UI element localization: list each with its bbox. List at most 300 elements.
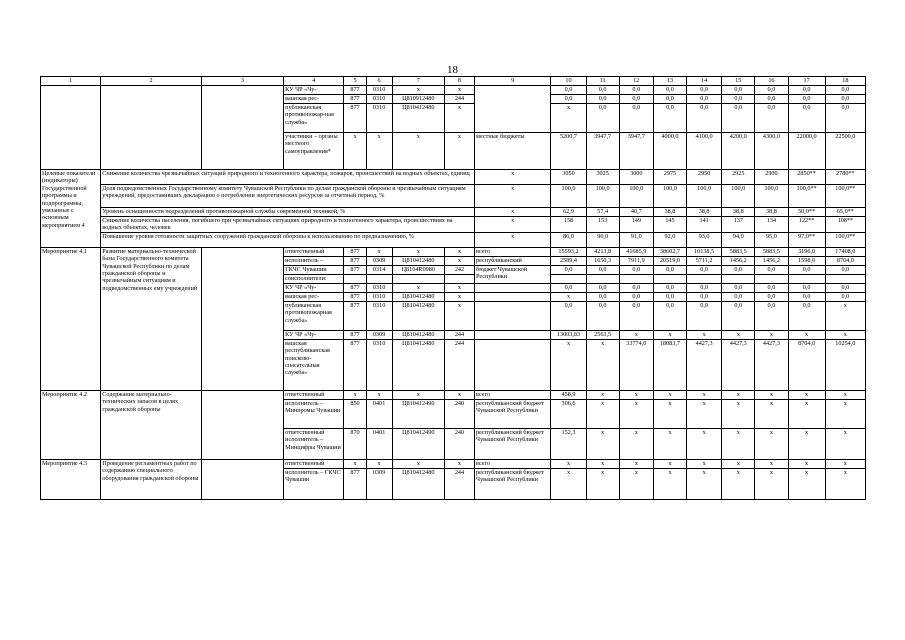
cell-value: 62,9: [551, 208, 586, 217]
indicator-text: Повышение уровня готовности защитных сооружений гражданской обороны к использованию по предназначению, %: [101, 232, 475, 247]
cell-value: [586, 274, 619, 283]
cell-value: 0,0: [619, 301, 653, 330]
cell-executor: исполнитель – Минпромы Чувашии: [284, 399, 344, 428]
cell-value: 22000,0: [788, 133, 825, 170]
cell-executor: вашская рес-: [284, 95, 344, 104]
measure-name: Содержание материально-технических запасов в целях гражданской обороны: [101, 390, 201, 459]
cell-target-article: Ц810412480: [392, 292, 444, 301]
cell-value: x: [586, 428, 619, 459]
cell-value: 2950: [687, 170, 722, 185]
cell-value: x: [687, 459, 722, 468]
column-number: 8: [444, 77, 474, 86]
cell-value: 4427,3: [722, 339, 755, 390]
cell-section: 0310: [366, 95, 392, 104]
cell-value: 0,0: [551, 86, 586, 95]
cell-value: 145: [653, 217, 686, 233]
cell-target-article: [392, 274, 444, 283]
cell-value: 0,0: [755, 265, 788, 274]
cell-section: 0314: [366, 265, 392, 274]
cell-target-article: x: [392, 247, 444, 256]
cell-value: 4300,0: [755, 133, 788, 170]
cell-value: 0,0: [653, 301, 686, 330]
cell-value: 100,0**: [825, 185, 865, 208]
cell-value: 3000: [619, 170, 653, 185]
cell-value: 0,0: [586, 283, 619, 292]
cell-value: 0,0: [619, 86, 653, 95]
cell-value: x: [653, 459, 686, 468]
cell-executor: КУ ЧР «Чу-: [284, 330, 344, 339]
indicator-text: Уровень оснащенности подразделений противопожарной службы современной техникой, %: [101, 208, 475, 217]
cell-value: 458,9: [551, 390, 586, 399]
cell-value: 10138,5: [687, 247, 722, 256]
cell-value: 4427,3: [755, 339, 788, 390]
cell-value: 3947,7: [619, 133, 653, 170]
cell-value: 0,0: [825, 95, 865, 104]
cell-value: 0,0: [551, 301, 586, 330]
cell-value: x: [653, 330, 686, 339]
cell-value: 0,0: [687, 265, 722, 274]
cell-target-article: Ц810412490: [392, 399, 444, 428]
cell-value: 0,0: [687, 283, 722, 292]
cell-source: всего: [475, 459, 551, 468]
cell-source: [475, 339, 551, 390]
indicators-label: Целевые показатели (индикаторы) Государственной программы и подпрограммы, увязанные с основным мероприятием 4: [41, 170, 101, 248]
cell-value: 94,0: [722, 232, 755, 247]
cell-value: x: [788, 468, 825, 499]
cell-value: 306,6: [551, 399, 586, 428]
cell-section: 0401: [366, 428, 392, 459]
indicator-text: Снижение количества чрезвычайных ситуаций природного и техногенного характера, пожаров, происшествий на водных объектах, единиц: [101, 170, 475, 185]
cell-value: x: [551, 459, 586, 468]
cell-target-article: Ц810412480: [392, 330, 444, 339]
cell-ministry: 877: [344, 283, 366, 292]
cell-value: 0,0: [653, 283, 686, 292]
cell-value: x: [653, 390, 686, 399]
cell-ministry: 877: [344, 104, 366, 133]
cell-value: x: [825, 399, 865, 428]
cell-value: 0,0: [788, 86, 825, 95]
cell-value: 5883,5: [755, 247, 788, 256]
cell-value: 86,0: [551, 232, 586, 247]
cell-value: 0,0: [586, 301, 619, 330]
cell-value: 0,0: [586, 265, 619, 274]
cell-source: [475, 330, 551, 339]
column-number: 18: [825, 77, 865, 86]
cell-value: 0,0: [619, 292, 653, 301]
cell-value: 4100,0: [687, 133, 722, 170]
cell-expense-group: 240: [444, 428, 474, 459]
cell-value: [755, 274, 788, 283]
cell-value: x: [722, 459, 755, 468]
cell-expense-group: x: [444, 390, 474, 399]
cell-value: 2900: [755, 170, 788, 185]
cell-value: x: [653, 468, 686, 499]
cell-expense-group: 244: [444, 339, 474, 390]
cell-value: 13003,83: [551, 330, 586, 339]
cell-value: 2850**: [788, 170, 825, 185]
cell-value: 0,0: [755, 283, 788, 292]
cell-value: 7911,9: [619, 256, 653, 265]
cell-value: 0,0: [825, 265, 865, 274]
cell-value: 108**: [825, 217, 865, 233]
cell-executor: исполнитель – ГКЧС Чувашии: [284, 468, 344, 499]
cell-value: 0,0: [653, 265, 686, 274]
cell-empty: [41, 86, 101, 170]
cell-value: 4213,8: [586, 247, 619, 256]
cell-value: 0,0: [722, 301, 755, 330]
cell-target-article: x: [392, 390, 444, 399]
cell-expense-group: 244: [444, 468, 474, 499]
cell-target-article: Ц810412480: [392, 301, 444, 330]
cell-ministry: x: [344, 133, 366, 170]
cell-empty: [201, 390, 283, 459]
column-number: 1: [41, 77, 101, 86]
cell-value: 0,0: [619, 104, 653, 133]
cell-value: x: [722, 399, 755, 428]
cell-ministry: 877: [344, 330, 366, 339]
column-number: 11: [586, 77, 619, 86]
cell-value: 38,8: [653, 208, 686, 217]
cell-value: 40,7: [619, 208, 653, 217]
cell-value: [825, 274, 865, 283]
cell-value: 2975: [653, 170, 686, 185]
cell-value: x: [653, 428, 686, 459]
cell-value: 137: [722, 217, 755, 233]
cell-executor: ответственный: [284, 459, 344, 468]
cell-empty: [101, 86, 201, 170]
cell-value: 0,0: [788, 283, 825, 292]
cell-expense-group: [444, 274, 474, 283]
column-number: 16: [755, 77, 788, 86]
cell-value: 0,0: [755, 95, 788, 104]
cell-value: x: [619, 428, 653, 459]
cell-section: 0310: [366, 292, 392, 301]
cell-value: 90,0: [586, 232, 619, 247]
cell-section: x: [366, 247, 392, 256]
cell-section: x: [366, 390, 392, 399]
cell-ministry: x: [344, 390, 366, 399]
cell-source: республиканский бюджет Чувашской Республики: [475, 428, 551, 459]
cell-value: 1650,3: [586, 256, 619, 265]
cell-source: x: [475, 217, 551, 233]
cell-value: 18083,7: [653, 339, 686, 390]
cell-target-article: Ц810412480: [392, 339, 444, 390]
cell-value: 0,0: [586, 86, 619, 95]
cell-value: 15593,2: [551, 247, 586, 256]
cell-value: 50,0**: [788, 208, 825, 217]
cell-value: x: [586, 399, 619, 428]
cell-value: 0,0: [653, 292, 686, 301]
cell-ministry: 877: [344, 468, 366, 499]
cell-expense-group: x: [444, 104, 474, 133]
cell-value: 0,0: [551, 265, 586, 274]
cell-value: x: [788, 399, 825, 428]
cell-expense-group: x: [444, 301, 474, 330]
cell-value: 122**: [788, 217, 825, 233]
cell-value: x: [722, 330, 755, 339]
cell-executor: исполнитель –: [284, 256, 344, 265]
cell-value: 0,0: [755, 86, 788, 95]
cell-value: 0,0: [722, 265, 755, 274]
cell-value: 2589,4: [551, 256, 586, 265]
column-number: 13: [653, 77, 686, 86]
cell-value: x: [755, 330, 788, 339]
cell-value: [653, 274, 686, 283]
cell-value: 0,0: [755, 104, 788, 133]
cell-value: 0,0: [586, 104, 619, 133]
cell-value: 0,0: [722, 292, 755, 301]
cell-expense-group: 242: [444, 265, 474, 274]
cell-expense-group: x: [444, 86, 474, 95]
cell-section: 0310: [366, 104, 392, 133]
cell-executor: КУ ЧР «Чу-: [284, 86, 344, 95]
cell-source: x: [475, 232, 551, 247]
column-number: 5: [344, 77, 366, 86]
cell-value: x: [722, 390, 755, 399]
cell-value: x: [722, 428, 755, 459]
cell-source: местные бюджеты: [475, 133, 551, 170]
cell-source: [475, 301, 551, 330]
cell-executor: вашская рес-: [284, 292, 344, 301]
cell-value: 8704,0: [788, 339, 825, 390]
cell-value: 100,0**: [825, 232, 865, 247]
cell-value: [722, 274, 755, 283]
cell-value: 153: [586, 217, 619, 233]
cell-source: [475, 86, 551, 133]
cell-ministry: 877: [344, 95, 366, 104]
cell-value: x: [619, 468, 653, 499]
measure-id: Мероприятие 4.2: [41, 390, 101, 459]
cell-value: 3196,0: [788, 247, 825, 256]
cell-executor: публиканская противопожарная служба»: [284, 301, 344, 330]
cell-section: x: [366, 459, 392, 468]
cell-value: x: [551, 339, 586, 390]
column-number: 6: [366, 77, 392, 86]
cell-value: 4427,3: [687, 339, 722, 390]
cell-expense-group: 244: [444, 95, 474, 104]
cell-ministry: 877: [344, 256, 366, 265]
cell-value: 1456,2: [722, 256, 755, 265]
cell-value: 3050: [551, 170, 586, 185]
cell-ministry: 877: [344, 265, 366, 274]
cell-source: республиканский бюджет Чувашской Республики: [475, 468, 551, 499]
cell-value: 158: [551, 217, 586, 233]
cell-value: 0,0: [788, 104, 825, 133]
cell-value: x: [755, 390, 788, 399]
cell-value: 0,0: [788, 292, 825, 301]
cell-source: [475, 292, 551, 301]
cell-source: x: [475, 185, 551, 208]
cell-value: 5883,5: [722, 247, 755, 256]
measure-row: [41, 459, 866, 468]
cell-value: 0,0: [586, 95, 619, 104]
cell-section: 0310: [366, 339, 392, 390]
cell-source: бюджет Чувашской Республики: [475, 265, 551, 283]
cell-value: 0,0: [586, 292, 619, 301]
cell-value: x: [551, 292, 586, 301]
measure-row: [41, 390, 866, 399]
measure-row: [41, 247, 866, 256]
indicator-text: Доля подведомственных Государственному комитету Чувашской Республики по делам гражданской обороны и чрезвычайным ситуациям учреждений, предоставивших декларацию о потреблении энергетических ресурсов за отчетный период, %: [101, 185, 475, 208]
cell-executor: ГКЧС Чувашии: [284, 265, 344, 274]
cell-ministry: x: [344, 459, 366, 468]
cell-value: 0,0: [722, 95, 755, 104]
cell-executor: вашская республиканская поисково-спасательная служба»: [284, 339, 344, 390]
cell-ministry: 877: [344, 301, 366, 330]
cell-value: 38,8: [687, 208, 722, 217]
measure-id: Мероприятие 4.3: [41, 459, 101, 499]
cell-value: x: [825, 330, 865, 339]
cell-empty: [201, 459, 283, 499]
column-number: 14: [687, 77, 722, 86]
cell-value: 0,0: [653, 104, 686, 133]
cell-source: республиканский: [475, 256, 551, 265]
cell-value: [687, 274, 722, 283]
cell-value: 41685,9: [619, 247, 653, 256]
cell-ministry: 877: [344, 86, 366, 95]
cell-value: 20519,0: [653, 256, 686, 265]
cell-expense-group: x: [444, 247, 474, 256]
cell-ministry: 877: [344, 339, 366, 390]
cell-value: 0,0: [551, 283, 586, 292]
cell-value: 4200,0: [722, 133, 755, 170]
measure-name: Развитие материально-технической базы Государственного комитета Чувашской Республики по делам гражданской обороны и чрезвычайным ситуациям и подведомственных ему учреждений: [101, 247, 201, 390]
cell-value: x: [825, 468, 865, 499]
cell-value: 0,0: [788, 95, 825, 104]
cell-source: x: [475, 170, 551, 185]
cell-source: [475, 283, 551, 292]
cell-value: 0,0: [653, 95, 686, 104]
cell-expense-group: x: [444, 292, 474, 301]
cell-value: x: [755, 459, 788, 468]
cell-value: 65,0**: [825, 208, 865, 217]
cell-value: 0,0: [788, 301, 825, 330]
cell-value: 0,0: [825, 283, 865, 292]
column-number: 4: [284, 77, 344, 86]
cell-target-article: x: [392, 459, 444, 468]
cell-value: 33774,0: [619, 339, 653, 390]
cell-value: 0,0: [687, 104, 722, 133]
cell-value: 0,0: [687, 95, 722, 104]
cell-value: 3025: [586, 170, 619, 185]
cell-section: 0309: [366, 330, 392, 339]
cell-value: x: [825, 301, 865, 330]
indicator-row: [41, 232, 866, 247]
cell-source: республиканский бюджет Чувашской Республики: [475, 399, 551, 428]
cell-value: 4000,0: [653, 133, 686, 170]
column-number: 3: [201, 77, 283, 86]
cell-ministry: 870: [344, 428, 366, 459]
column-number: 12: [619, 77, 653, 86]
cell-target-article: x: [392, 86, 444, 95]
cell-value: 93,0: [687, 232, 722, 247]
cell-value: 100,0: [586, 185, 619, 208]
cell-empty: [201, 86, 283, 170]
cell-section: 0310: [366, 283, 392, 292]
cell-value: 0,0: [825, 292, 865, 301]
cell-value: x: [619, 459, 653, 468]
cell-value: 0,0: [825, 86, 865, 95]
cell-executor: соисполнители:: [284, 274, 344, 283]
cell-value: x: [586, 459, 619, 468]
cell-value: 0,0: [755, 301, 788, 330]
cell-value: x: [619, 390, 653, 399]
cell-value: 91,0: [619, 232, 653, 247]
cell-value: 10254,0: [825, 339, 865, 390]
cell-executor: КУ ЧР «Чу-: [284, 283, 344, 292]
cell-value: x: [788, 390, 825, 399]
cell-ministry: [344, 274, 366, 283]
cell-value: x: [687, 428, 722, 459]
cell-target-article: Ц810412480: [392, 104, 444, 133]
cell-value: 0,0: [755, 292, 788, 301]
indicator-row: [41, 170, 866, 185]
cell-value: 38,8: [755, 208, 788, 217]
cell-value: 92,0: [653, 232, 686, 247]
budget-table: [40, 76, 866, 500]
cell-value: x: [551, 468, 586, 499]
cell-value: x: [586, 468, 619, 499]
cell-value: x: [788, 428, 825, 459]
cell-value: 22500,0: [825, 133, 865, 170]
cell-value: x: [755, 428, 788, 459]
cell-value: 0,0: [687, 86, 722, 95]
cell-value: x: [825, 428, 865, 459]
cell-value: 0,0: [619, 265, 653, 274]
page-number: 18: [447, 64, 458, 76]
cell-value: x: [825, 459, 865, 468]
cell-value: [551, 274, 586, 283]
cell-section: x: [366, 133, 392, 170]
cell-target-article: Ц8104R0980: [392, 265, 444, 274]
cell-value: 57,4: [586, 208, 619, 217]
cell-value: x: [619, 330, 653, 339]
cell-executor: публиканская противопожар-ная служба»: [284, 104, 344, 133]
indicator-row: [41, 217, 866, 233]
cell-value: 3947,7: [586, 133, 619, 170]
cell-value: 5200,7: [551, 133, 586, 170]
cell-value: 5711,2: [687, 256, 722, 265]
cell-executor: ответственный: [284, 390, 344, 399]
cell-value: x: [788, 330, 825, 339]
cell-value: x: [687, 390, 722, 399]
cell-value: 1456,2: [755, 256, 788, 265]
cell-value: 2563,5: [586, 330, 619, 339]
cell-value: 100,0: [653, 185, 686, 208]
measure-name: Проведение регламентных работ по содержанию специального оборудования гражданской обороны: [101, 459, 201, 499]
column-number: 9: [475, 77, 551, 86]
indicator-row: [41, 185, 866, 208]
column-number: 10: [551, 77, 586, 86]
cell-value: x: [586, 390, 619, 399]
table-row: [41, 86, 866, 95]
cell-executor: ответственный: [284, 247, 344, 256]
cell-value: x: [619, 399, 653, 428]
cell-value: 17408,0: [825, 247, 865, 256]
cell-value: 0,0: [722, 86, 755, 95]
cell-value: x: [825, 390, 865, 399]
cell-value: [788, 274, 825, 283]
cell-value: 2780**: [825, 170, 865, 185]
cell-expense-group: 244: [444, 330, 474, 339]
cell-target-article: Ц810912480: [392, 95, 444, 104]
cell-value: x: [586, 339, 619, 390]
cell-value: 134: [755, 217, 788, 233]
cell-ministry: 850: [344, 399, 366, 428]
cell-value: x: [687, 468, 722, 499]
cell-value: 0,0: [619, 95, 653, 104]
cell-value: 38,8: [722, 208, 755, 217]
